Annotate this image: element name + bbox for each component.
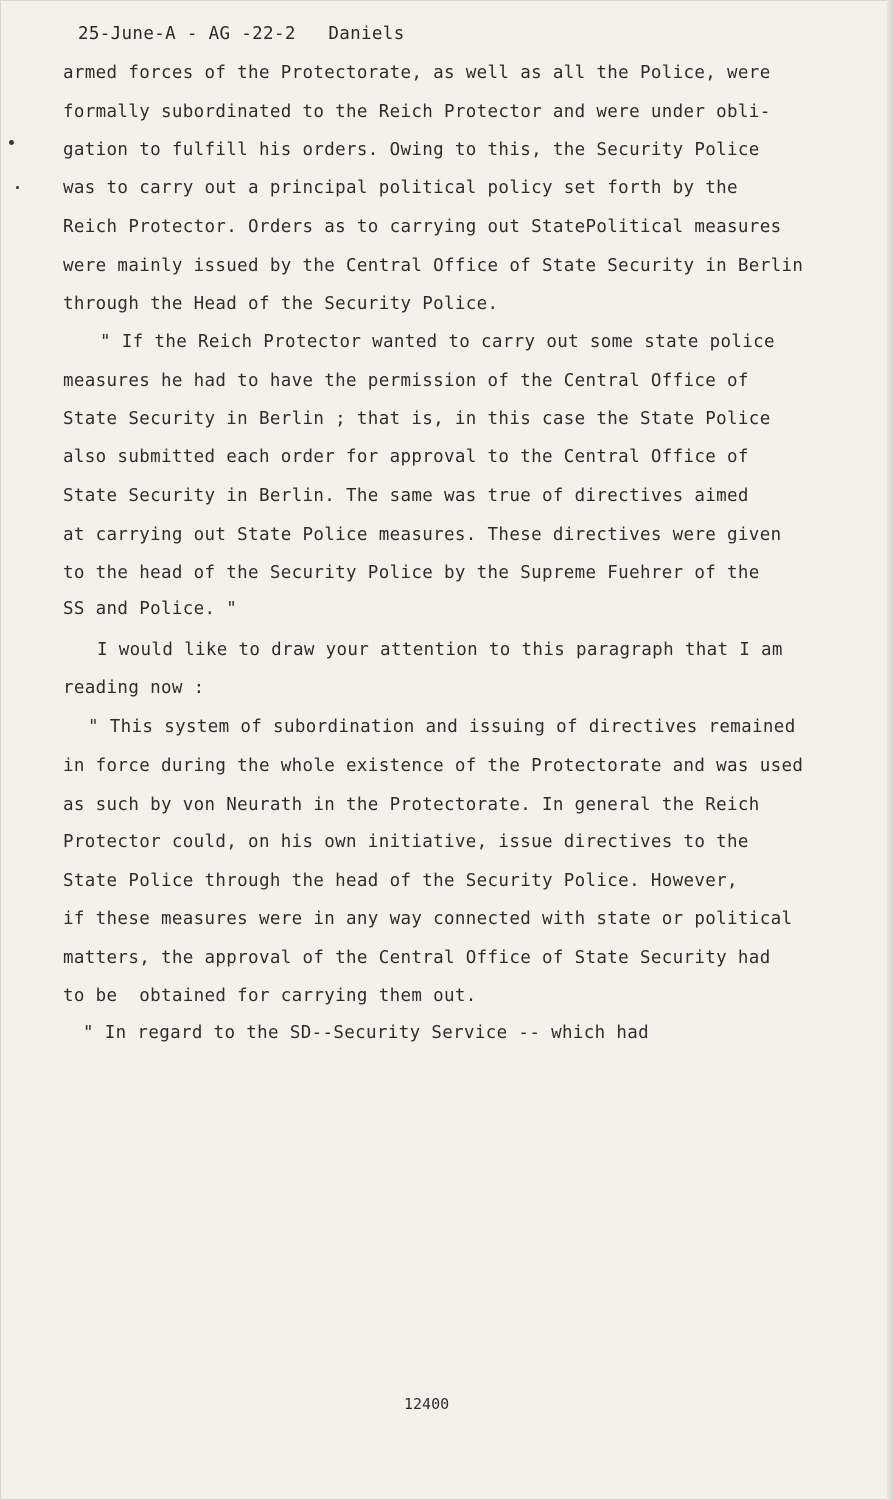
text-line: also submitted each order for approval to the Central Office of: [63, 447, 749, 467]
text-line: to be obtained for carrying them out.: [63, 986, 477, 1006]
text-line: in force during the whole existence of the Protectorate and was used: [63, 756, 804, 776]
text-line: matters, the approval of the Central Office of State Security had: [63, 948, 771, 968]
punch-mark: [16, 186, 19, 189]
text-line: gation to fulfill his orders. Owing to this, the Security Police: [63, 140, 760, 160]
text-line: at carrying out State Police measures. These directives were given: [63, 525, 782, 545]
text-line: " If the Reich Protector wanted to carry out some state police: [100, 332, 775, 352]
text-line: " This system of subordination and issuing of directives remained: [88, 717, 796, 737]
text-line: reading now :: [63, 678, 205, 698]
text-line: armed forces of the Protectorate, as well as all the Police, were: [63, 63, 771, 83]
text-line: " In regard to the SD--Security Service -- which had: [83, 1023, 650, 1043]
header-line: 25-June-A - AG -22-2 Daniels: [78, 24, 405, 44]
text-line: SS and Police. ": [63, 599, 238, 619]
page-number: 12400: [404, 1395, 450, 1413]
text-line: as such by von Neurath in the Protectorate. In general the Reich: [63, 795, 760, 815]
text-line: was to carry out a principal political policy set forth by the: [63, 178, 738, 198]
text-line: I would like to draw your attention to this paragraph that I am: [97, 640, 783, 660]
text-line: measures he had to have the permission of the Central Office of: [63, 371, 749, 391]
text-line: State Security in Berlin. The same was true of directives aimed: [63, 486, 749, 506]
text-line: State Security in Berlin ; that is, in this case the State Police: [63, 409, 771, 429]
punch-mark: [9, 140, 14, 145]
page-edge: [887, 0, 893, 1500]
text-line: through the Head of the Security Police.: [63, 294, 499, 314]
text-line: State Police through the head of the Security Police. However,: [63, 871, 738, 891]
text-line: formally subordinated to the Reich Protector and were under obli-: [63, 102, 771, 122]
text-line: if these measures were in any way connected with state or political: [63, 909, 793, 929]
text-line: to the head of the Security Police by the Supreme Fuehrer of the: [63, 563, 760, 583]
text-line: Reich Protector. Orders as to carrying out StatePolitical measures: [63, 217, 782, 237]
text-line: were mainly issued by the Central Office of State Security in Berlin: [63, 256, 804, 276]
text-line: Protector could, on his own initiative, issue directives to the: [63, 832, 749, 852]
